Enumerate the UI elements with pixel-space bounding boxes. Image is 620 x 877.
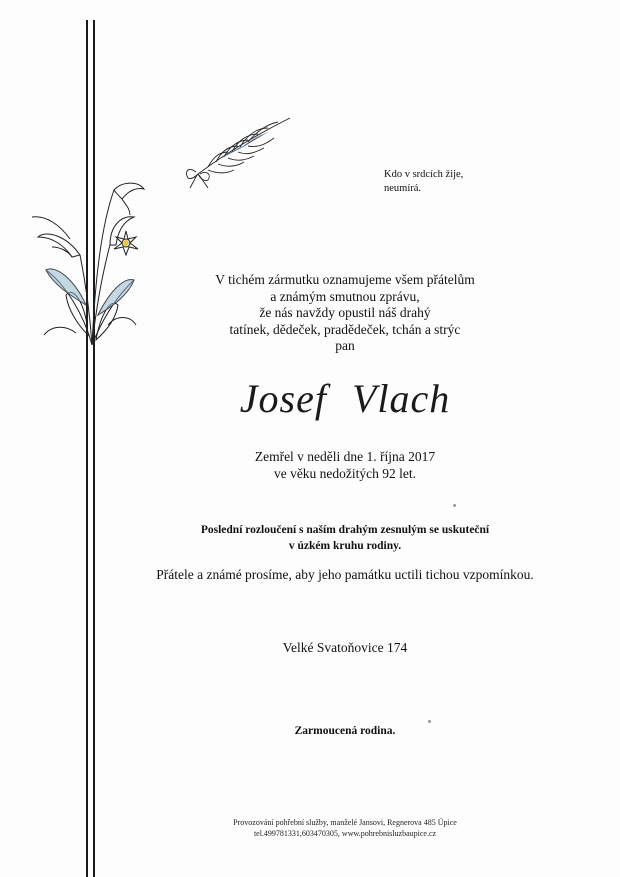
family-address: Velké Svatoňovice 174 [282, 640, 408, 655]
announcement-text [110, 272, 580, 355]
paper-speck [453, 504, 456, 507]
death-date-line: Zemřel v neděli dne 1. října 2017 [254, 449, 436, 464]
farewell-notice [110, 522, 580, 554]
announcement-line-2: a známým smutnou zprávu, [270, 288, 420, 304]
memorial-quote [384, 168, 504, 196]
quote-line-2: neumírá. [384, 183, 422, 194]
signature: Zarmoucená rodina. [294, 725, 396, 737]
announcement-line-4: tatínek, dědeček, pradědeček, tchán a strýc [229, 321, 461, 337]
right-border-line [93, 20, 95, 877]
remembrance-request: Přátele a známé prosíme, aby jeho památku uctili tichou vzpomínkou. [156, 567, 534, 582]
funeral-service-footer [110, 817, 580, 839]
quote-line-1: Kdo v srdcích žije, [384, 169, 464, 180]
age-line: ve věku nedožitých 92 let. [273, 465, 417, 481]
deceased-name [110, 374, 580, 424]
farewell-line-1: Poslední rozloučení s naším drahým zesnulým se uskuteční [200, 524, 490, 536]
deceased-last-name: Vlach [351, 376, 451, 421]
announcement-line-5: pan [335, 338, 355, 353]
left-border-line [86, 20, 88, 877]
footer-line-2: tel.499781331,603470305, www.pohrebnisluzbaupice.cz [253, 829, 437, 838]
death-details [110, 449, 580, 482]
announcement-line-3: že nás navždy opustil náš drahý [259, 305, 431, 320]
farewell-line-2: v úzkém kruhu rodiny. [288, 540, 402, 552]
deceased-first-name: Josef [239, 376, 327, 421]
palm-feather-with-bow-icon [178, 112, 298, 192]
announcement-line-1: V tichém zármutku oznamujeme všem přátelům [215, 272, 475, 287]
paper-speck [428, 720, 431, 723]
footer-line-1: Provozování pohřební služby, manželé Jansovi, Regnerova 485 Úpice [233, 818, 457, 827]
